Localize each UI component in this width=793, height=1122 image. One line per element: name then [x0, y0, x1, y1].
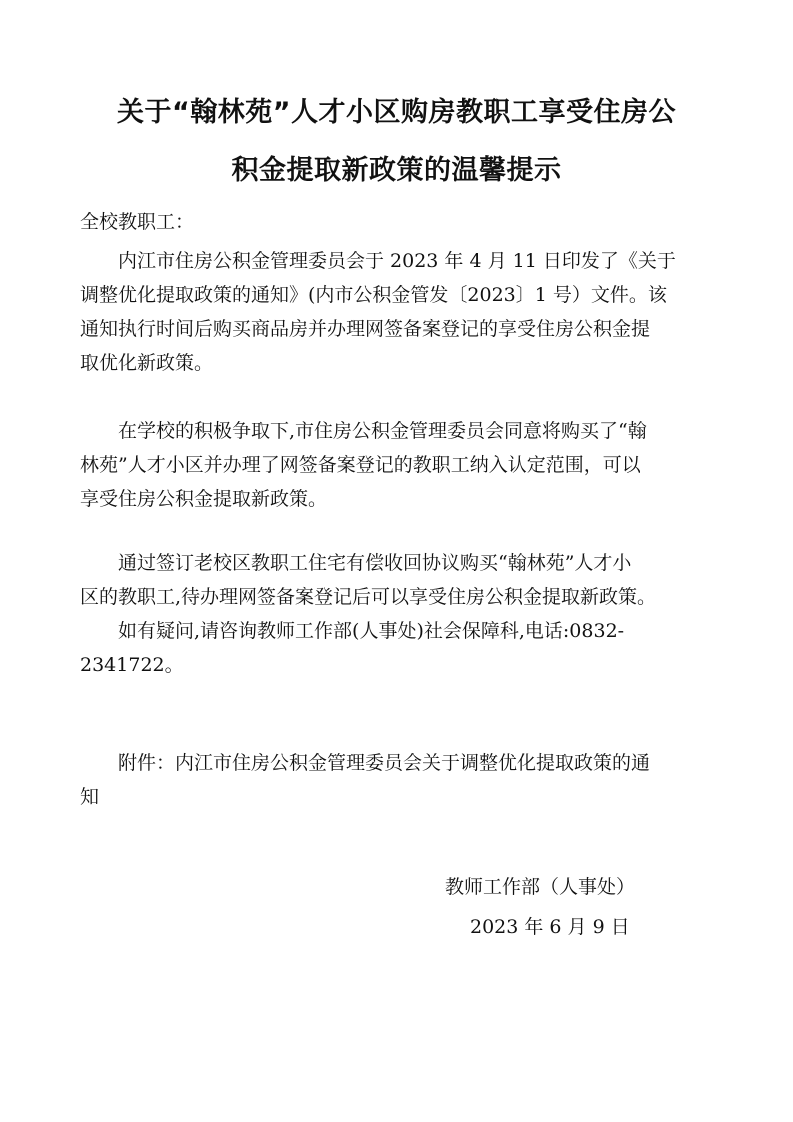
salutation: 全校教职工： [80, 211, 195, 233]
paragraph-line: 内江市住房公积金管理委员会于 2023 年 4 月 11 日印发了《关于 [80, 250, 676, 272]
signature-department: 教师工作部（人事处） [445, 876, 636, 898]
paragraph-line: 通知执行时间后购买商品房并办理网签备案登记的享受住房公积金提 [80, 318, 651, 340]
paragraph-line: 取优化新政策。 [80, 352, 214, 374]
paragraph-line: 享受住房公积金提取新政策。 [80, 488, 328, 510]
paragraph-school-effort [80, 414, 720, 516]
paragraph-attachment [80, 746, 720, 814]
paragraph-line: 调整优化提取政策的通知》(内市公积金管发〔2023〕1 号）文件。该 [80, 284, 667, 306]
paragraph-line: 区的教职工,待办理网签备案登记后可以享受住房公积金提取新政策。 [80, 586, 657, 608]
paragraph-line: 如有疑问,请咨询教师工作部(人事处)社会保障科,电话:0832- [80, 620, 625, 642]
paragraph-line: 在学校的积极争取下,市住房公积金管理委员会同意将购买了“翰 [80, 420, 647, 442]
document-title-line-1: 关于“翰林苑”人才小区购房教职工享受住房公 [117, 97, 676, 128]
paragraph-line: 2341722。 [80, 654, 184, 676]
paragraph-contact [80, 614, 720, 682]
paragraph-line: 附件：内江市住房公积金管理委员会关于调整优化提取政策的通 [80, 752, 651, 774]
paragraph-line: 知 [80, 786, 100, 808]
document-title-line-2: 积金提取新政策的温馨提示 [231, 155, 562, 186]
paragraph-old-campus [80, 546, 720, 614]
paragraph-policy-notice [80, 244, 720, 380]
paragraph-line: 通过签订老校区教职工住宅有偿收回协议购买“翰林苑”人才小 [80, 552, 632, 574]
signature-date: 2023 年 6 月 9 日 [470, 916, 630, 938]
paragraph-line: 林苑”人才小区并办理了网签备案登记的教职工纳入认定范围，可以 [80, 454, 641, 476]
